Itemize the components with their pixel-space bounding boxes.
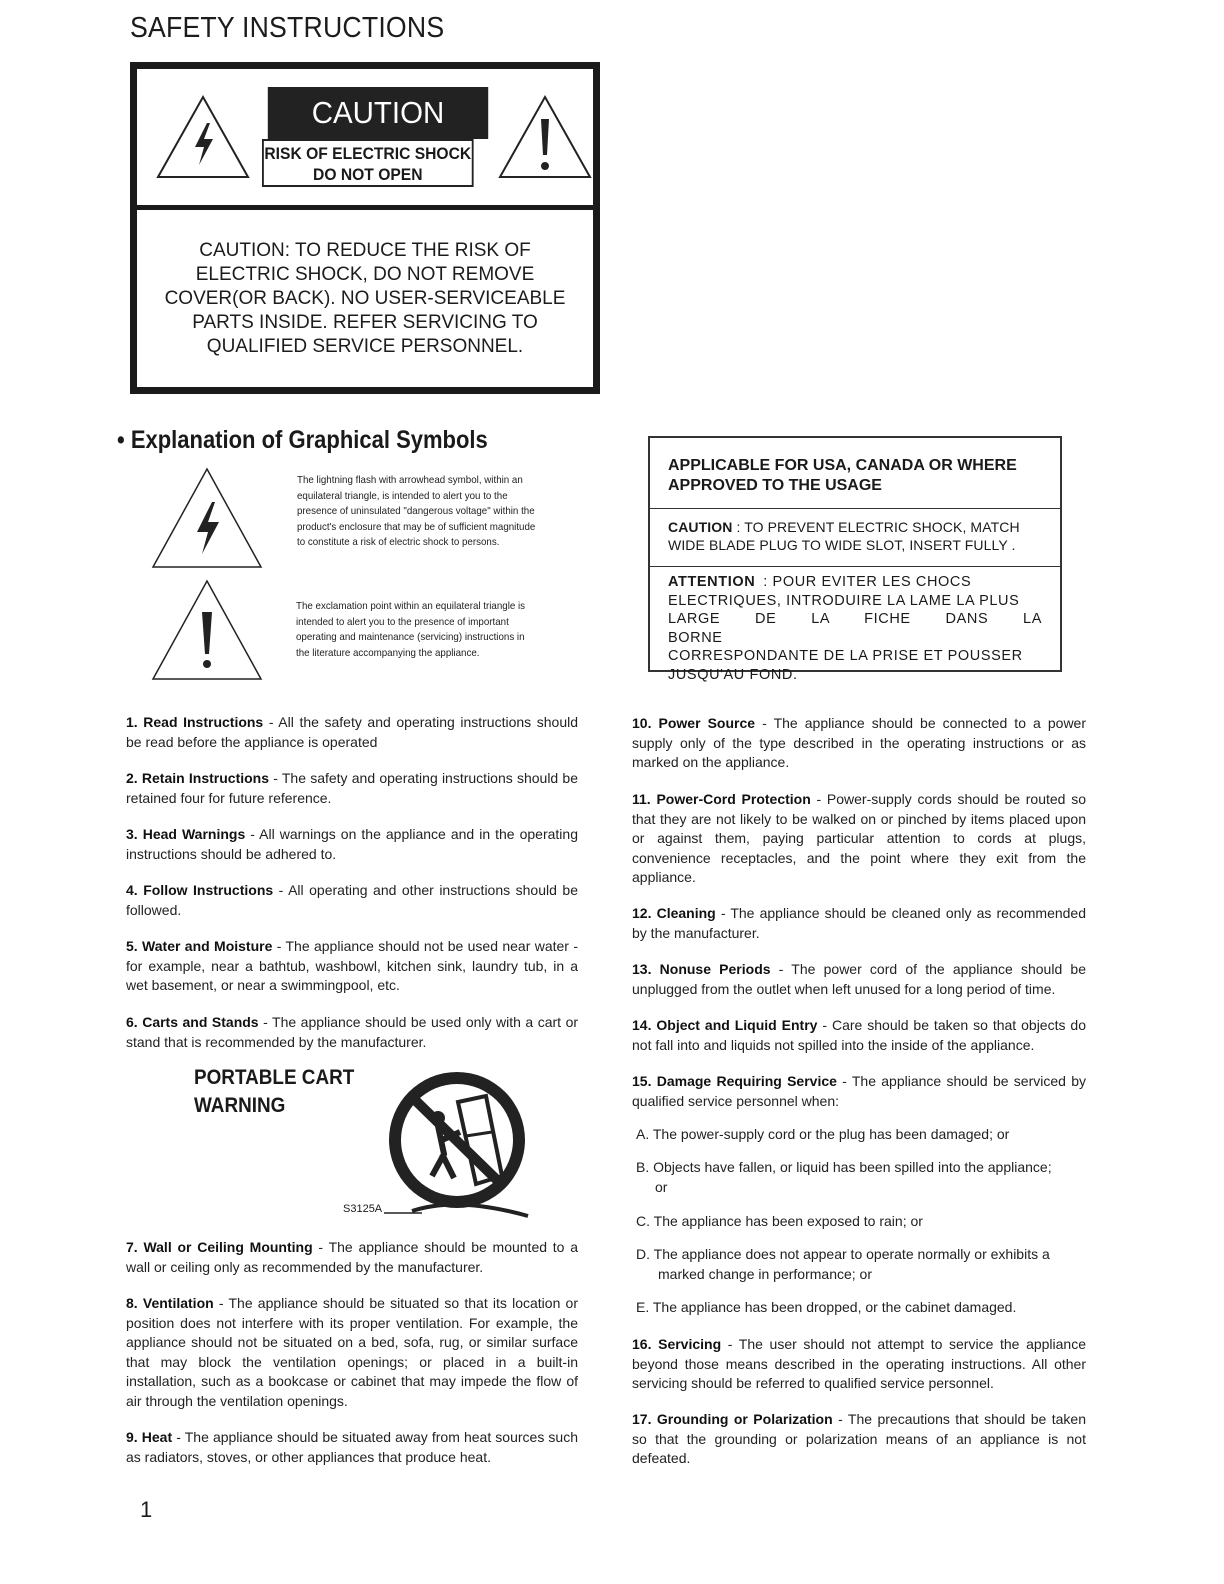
- instruction-item-15: [632, 1072, 1086, 1111]
- caution-body-line: COVER(OR BACK). NO USER-SERVICEABLE: [164, 288, 566, 309]
- item-number: 11.: [632, 791, 651, 807]
- item-title: Water and Moisture: [142, 938, 273, 954]
- lightning-explanation: [297, 473, 567, 551]
- service-condition-b: [636, 1158, 1052, 1197]
- item-title: Power Source: [658, 715, 756, 731]
- instruction-item-4: [126, 881, 578, 920]
- item-number: 10.: [632, 715, 652, 731]
- instruction-item-1: [126, 713, 578, 752]
- applicable-caution-line: WIDE BLADE PLUG TO WIDE SLOT, INSERT FULLY .: [668, 537, 1016, 553]
- applicable-box: [648, 436, 1062, 683]
- applicable-caution-line: : TO PREVENT ELECTRIC SHOCK, MATCH: [732, 519, 1020, 535]
- exclamation-warning-icon: [497, 93, 593, 181]
- instruction-item-2: [126, 769, 578, 808]
- service-condition-line: A. The power-supply cord or the plug has been damaged; or: [636, 1126, 1010, 1142]
- explanation-line: equilateral triangle, is intended to alert you to the: [297, 489, 508, 502]
- applicable-attention-row: [650, 566, 1060, 684]
- item-title: Retain Instructions: [141, 770, 270, 786]
- service-condition-line: marked change in performance; or: [658, 1265, 872, 1282]
- item-text: - The safety and operating instructions should be retained four for future reference.: [126, 770, 579, 806]
- instruction-item-12: [632, 904, 1086, 943]
- caution-body-line: PARTS INSIDE. REFER SERVICING TO: [192, 312, 538, 333]
- applicable-attention-line: LARGE DE LA FICHE DANS LA BORNE: [668, 611, 1042, 646]
- explanation-line: to constitute a risk of electric shock to persons.: [297, 536, 500, 548]
- instruction-item-5: [126, 937, 578, 996]
- applicable-attention-line: CORRESPONDANTE DE LA PRISE ET POUSSER: [668, 648, 1023, 664]
- item-title: Heat: [141, 1429, 173, 1445]
- applicable-caution-text: [650, 508, 1060, 554]
- caution-body-line: CAUTION: TO REDUCE THE RISK OF: [199, 240, 531, 261]
- item-number: 16.: [632, 1336, 652, 1352]
- explanation-line: the literature accompanying the appliance.: [296, 646, 480, 659]
- service-condition-line: or: [655, 1178, 668, 1195]
- applicable-attention-line: : POUR EVITER LES CHOCS: [763, 574, 972, 590]
- service-condition-e: [636, 1298, 1016, 1318]
- explanation-line: intended to alert you to the presence of important: [296, 615, 509, 628]
- applicable-heading-line: APPLICABLE FOR USA, CANADA OR WHERE: [668, 457, 1017, 474]
- caution-body-line: QUALIFIED SERVICE PERSONNEL.: [206, 336, 524, 357]
- service-condition-c: [636, 1212, 923, 1232]
- item-text: - The appliance should not be used near water - for example, near a bathtub, washbowl, kitchen sink, laundry tub, in a wet basement, or near a swimmingpool, etc.: [126, 938, 578, 993]
- item-number: 15.: [632, 1073, 652, 1089]
- caution-label-block: [262, 87, 498, 191]
- applicable-caution-row: [650, 508, 1060, 567]
- exclamation-explanation: [296, 599, 566, 661]
- item-text: - The power cord of the appliance should be unplugged from the outlet when left unused for a long period of time.: [632, 961, 1086, 997]
- item-text: - The appliance should be used only with a cart or stand that is recommended by the manufacturer.: [126, 1014, 579, 1050]
- explanation-line: The exclamation point within an equilateral triangle is: [296, 600, 526, 612]
- service-condition-line: E. The appliance has been dropped, or the cabinet damaged.: [636, 1299, 1017, 1315]
- applicable-heading-line: APPROVED TO THE USAGE: [668, 477, 882, 494]
- item-number: 4.: [126, 882, 138, 898]
- exclamation-symbol-icon: [150, 578, 264, 682]
- caution-header-panel: [137, 69, 593, 210]
- item-number: 5.: [126, 938, 138, 954]
- item-text: - The precautions that should be taken so that the grounding or polarization means of an appliance is not defeated.: [632, 1411, 1086, 1466]
- item-title: Follow Instructions: [143, 882, 274, 898]
- page-number: 1: [140, 1497, 153, 1522]
- cart-tipover-warning-icon: [382, 1066, 532, 1226]
- explanation-line: operating and maintenance (servicing) instructions in: [296, 631, 525, 643]
- applicable-heading-row: [650, 438, 1060, 509]
- item-text: - All the safety and operating instructions should be read before the appliance is operated: [126, 714, 578, 750]
- portable-cart-line: PORTABLE CART: [194, 1066, 355, 1089]
- caution-body-line: ELECTRIC SHOCK, DO NOT REMOVE: [195, 264, 535, 285]
- item-title: Cleaning: [656, 905, 716, 921]
- explanation-line: The lightning flash with arrowhead symbol, within an: [297, 474, 523, 486]
- instruction-item-13: [632, 960, 1086, 999]
- instruction-item-7: [126, 1238, 578, 1277]
- item-title: Grounding or Polarization: [656, 1411, 833, 1427]
- caution-sub-line-1: RISK OF ELECTRIC SHOCK: [264, 144, 472, 163]
- item-text: - Power-supply cords should be routed so that they are not likely to be walked on or pinched by items placed upon or against them, paying particular attention to cords at plugs, convenience receptacles, and the point where they exit from the appliance.: [632, 791, 1086, 885]
- item-title: Ventilation: [142, 1295, 214, 1311]
- applicable-heading: [650, 438, 1060, 496]
- caution-sublabel: [262, 139, 474, 187]
- caution-body-text: [137, 239, 593, 359]
- item-number: 3.: [126, 826, 138, 842]
- item-text: - The appliance should be connected to a power supply only of the type described in the operating instructions or as marked on the appliance.: [632, 715, 1086, 770]
- item-number: 14.: [632, 1017, 652, 1033]
- lightning-warning-icon: [155, 93, 251, 181]
- cart-code: S3125A: [343, 1203, 383, 1215]
- portable-cart-line: WARNING: [194, 1094, 286, 1117]
- item-number: 1.: [126, 714, 138, 730]
- item-number: 13.: [632, 961, 652, 977]
- item-title: Damage Requiring Service: [656, 1073, 837, 1089]
- item-text: - The appliance should be cleaned only as recommended by the manufacturer.: [632, 905, 1087, 941]
- item-text: - All warnings on the appliance and in the operating instructions should be adhered to.: [126, 826, 578, 862]
- item-title: Nonuse Periods: [659, 961, 771, 977]
- item-text: - The appliance should be situated so that its location or position does not interfere with its proper ventilation. For example, the appliance should not be situated on a bed, sofa, rug, or similar surface that may block the ventilation openings; or placed in a built-in installation, such as a bookcase or cabinet that may impede the flow of air through the ventilation openings.: [126, 1295, 578, 1409]
- instruction-item-6: [126, 1013, 578, 1052]
- instruction-item-11: [632, 790, 1086, 888]
- item-text: - The appliance should be serviced by qualified service personnel when:: [632, 1073, 1086, 1109]
- service-condition-line: D. The appliance does not appear to operate normally or exhibits a: [636, 1246, 1050, 1262]
- item-text: - Care should be taken so that objects do not fall into and liquids not spilled into the inside of the appliance.: [632, 1017, 1086, 1053]
- item-text: - The appliance should be mounted to a wall or ceiling only as recommended by the manufacturer.: [126, 1239, 579, 1275]
- explanation-line: product's enclosure that may be of sufficient magnitude: [297, 520, 536, 533]
- instruction-item-16: [632, 1335, 1086, 1394]
- item-text: - The user should not attempt to service the appliance beyond those means described in the operating instructions. All other servicing should be referred to qualified service personnel.: [632, 1336, 1087, 1391]
- item-title: Carts and Stands: [142, 1014, 259, 1030]
- instruction-item-3: [126, 825, 578, 864]
- item-title: Wall or Ceiling Mounting: [143, 1239, 313, 1255]
- page-title: SAFETY INSTRUCTIONS: [130, 12, 445, 44]
- instruction-item-9: [126, 1428, 578, 1467]
- service-condition-d: [636, 1245, 1050, 1284]
- item-text: - The appliance should be situated away from heat sources such as radiators, stoves, or other appliances that produce heat.: [126, 1429, 578, 1465]
- applicable-attention-label: ATTENTION: [668, 574, 756, 590]
- item-number: 17.: [632, 1411, 652, 1427]
- instruction-item-17: [632, 1410, 1086, 1469]
- item-number: 6.: [126, 1014, 138, 1030]
- caution-label: CAUTION: [268, 87, 488, 139]
- item-title: Object and Liquid Entry: [656, 1017, 818, 1033]
- item-number: 12.: [632, 905, 652, 921]
- explanation-heading: • Explanation of Graphical Symbols: [117, 426, 488, 454]
- caution-box: [130, 62, 600, 394]
- applicable-attention-line: JUSQU'AU FOND.: [668, 666, 798, 683]
- item-title: Power-Cord Protection: [656, 791, 811, 807]
- item-number: 9.: [126, 1429, 138, 1445]
- instruction-item-8: [126, 1294, 578, 1411]
- item-title: Servicing: [658, 1336, 722, 1352]
- portable-cart-warning: [194, 1064, 354, 1120]
- item-number: 8.: [126, 1295, 138, 1311]
- item-title: Head Warnings: [142, 826, 246, 842]
- service-condition-line: C. The appliance has been exposed to rain; or: [636, 1213, 923, 1229]
- applicable-attention-text: [650, 566, 1060, 684]
- service-condition-a: [636, 1125, 1009, 1145]
- applicable-attention-line: ELECTRIQUES, INTRODUIRE LA LAME LA PLUS: [668, 592, 1020, 609]
- lightning-symbol-icon: [150, 466, 264, 570]
- item-number: 7.: [126, 1239, 138, 1255]
- explanation-line: presence of uninsulated "dangerous voltage" within the: [297, 505, 535, 517]
- item-number: 2.: [126, 770, 138, 786]
- item-text: - All operating and other instructions should be followed.: [126, 882, 578, 918]
- applicable-caution-label: CAUTION: [668, 519, 733, 535]
- caution-sub-line-2: DO NOT OPEN: [313, 165, 423, 184]
- item-title: Read Instructions: [143, 714, 264, 730]
- service-condition-line: B. Objects have fallen, or liquid has been spilled into the appliance;: [636, 1159, 1052, 1175]
- instruction-item-14: [632, 1016, 1086, 1055]
- instruction-item-10: [632, 714, 1086, 773]
